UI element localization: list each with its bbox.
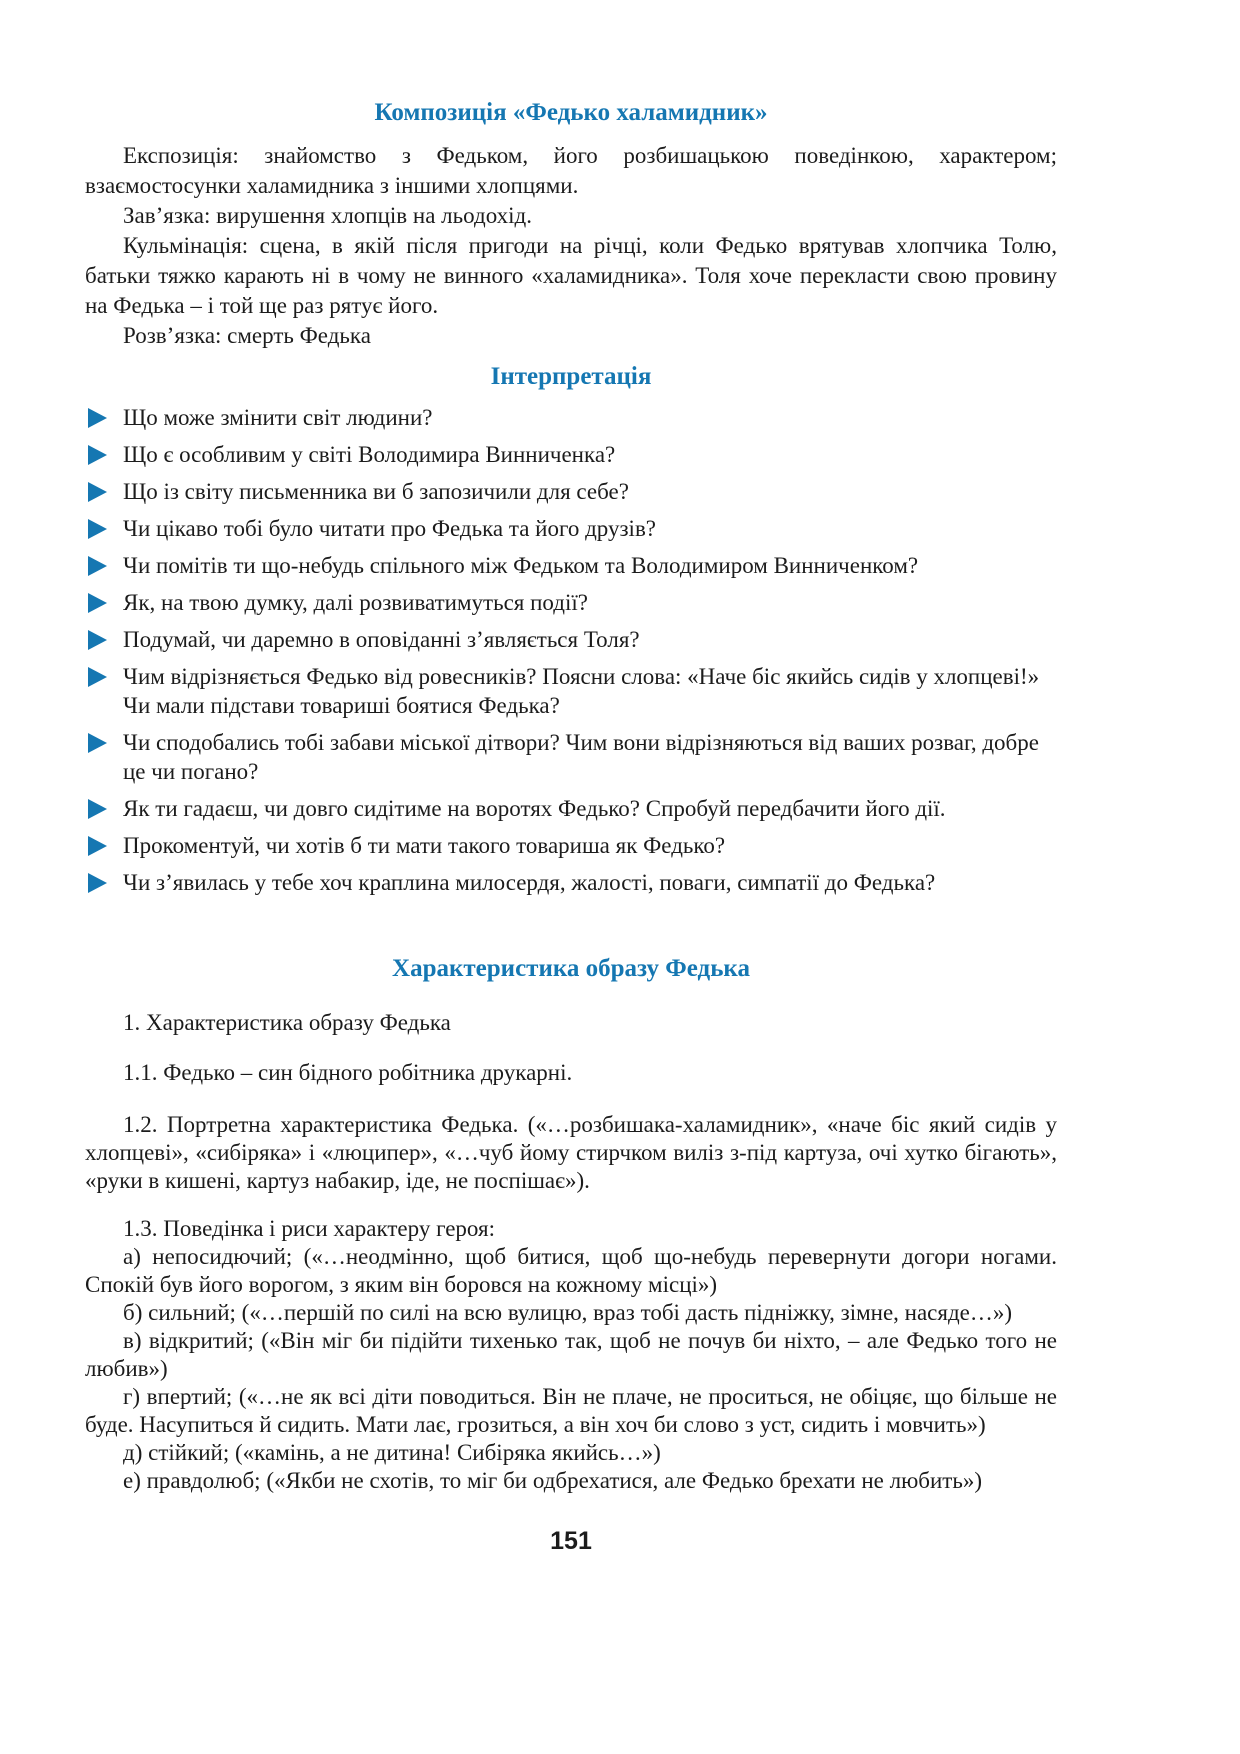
question-text: Прокоментуй, чи хотів б ти мати такого товариша як Федько? [123, 833, 726, 858]
question-item [85, 625, 1057, 654]
question-text: Що є особливим у світі Володимира Винниченка? [123, 442, 616, 467]
triangle-bullet-icon [88, 445, 107, 465]
triangle-bullet-icon [88, 556, 107, 576]
question-text: Як ти гадаєш, чи довго сидітиме на воротях Федько? Спробуй передбачити його дії. [123, 796, 946, 821]
interpretation-question-list [85, 403, 1057, 897]
characterization-item-1-2: 1.2. Портретна характеристика Федька. («…розбишака-халамидник», «наче біс який сидів у хлопцеві», «сибіряка» і «люципер», «…чуб йому стирчком виліз з-під картуза, очі хутко бігають», «руки в кишені, картуз набакир, іде, не поспішає»). [85, 1112, 1057, 1193]
section-heading-characterization: Характеристика образу Федька [392, 955, 750, 982]
triangle-bullet-icon [88, 630, 107, 650]
composition-paragraph-exposition: Експозиція: знайомство з Федьком, його розбишацькою поведінкою, характером; взаємостосунки халамидника з іншими хлопцями. [85, 143, 1057, 198]
question-item [85, 477, 1057, 506]
question-item [85, 588, 1057, 617]
question-text: Як, на твою думку, далі розвиватимуться події? [123, 590, 588, 615]
question-text: Чи цікаво тобі було читати про Федька та його друзів? [123, 516, 657, 541]
question-item [85, 514, 1057, 543]
composition-paragraph-resolution: Розв’язка: смерть Федька [123, 323, 371, 348]
triangle-bullet-icon [88, 408, 107, 428]
triangle-bullet-icon [88, 519, 107, 539]
characterization-trait-g: г) впертий; («…не як всі діти поводиться. Він не плаче, не проситься, не обіцяє, що більше не буде. Насупиться й сидить. Мати лає, грозиться, а він хоч би слово з уст, сидить і мовчить») [85, 1384, 1057, 1437]
composition-paragraph-climax: Кульмінація: сцена, в якій після пригоди на річці, коли Федько врятував хлопчика Толю, батьки тяжко карають ні в чому не винного «халамидника». Толя хоче перекласти свою провину на Федька – і той ще раз рятує його. [85, 233, 1057, 318]
triangle-bullet-icon [88, 799, 107, 819]
triangle-bullet-icon [88, 482, 107, 502]
question-item [85, 831, 1057, 860]
composition-paragraphs [85, 141, 1057, 351]
page-content [85, 0, 1057, 1495]
question-text: Чи сподобались тобі забави міської дітвори? Чим вони відрізняються від ваших розваг, добре це чи погано? [123, 730, 1039, 784]
question-item [85, 440, 1057, 469]
triangle-bullet-icon [88, 836, 107, 856]
characterization-trait-a: а) непосидючий; («…неодмінно, щоб битися, щоб що-небудь перевернути догори ногами. Спокій був його ворогом, з яким він боровся на кожному місці») [85, 1244, 1057, 1297]
triangle-bullet-icon [88, 667, 107, 687]
question-text: Що із світу письменника ви б запозичили для себе? [123, 479, 629, 504]
characterization-trait-v: в) відкритий; («Він міг би підійти тихенько так, щоб не почув би ніхто, – але Федько того не любив») [85, 1328, 1057, 1381]
question-text: Чи з’явилась у тебе хоч краплина милосердя, жалості, поваги, симпатії до Федька? [123, 870, 936, 895]
triangle-bullet-icon [88, 593, 107, 613]
question-item [85, 551, 1057, 580]
question-item [85, 868, 1057, 897]
section-heading-composition: Композиція «Федько халамидник» [374, 99, 768, 126]
question-text: Що може змінити світ людини? [123, 405, 433, 430]
composition-paragraph-inciting: Зав’язка: вирушення хлопців на льодохід. [123, 203, 532, 228]
question-item [85, 794, 1057, 823]
question-item [85, 403, 1057, 432]
page-number: 151 [550, 1527, 592, 1555]
characterization-item-1-3: 1.3. Поведінка і риси характеру героя: [123, 1216, 495, 1241]
question-text: Чи помітів ти що-небудь спільного між Федьком та Володимиром Винниченком? [123, 553, 919, 578]
characterization-trait-e: е) правдолюб; («Якби не схотів, то міг би одбрехатися, але Федько брехати не любить») [123, 1468, 983, 1493]
question-text: Чим відрізняється Федько від ровесників? Поясни слова: «Наче біс якийсь сидів у хлопцеві!» Чи мали підстави товариші боятися Федька? [123, 664, 1040, 718]
question-text: Подумай, чи даремно в оповіданні з’являється Толя? [123, 627, 640, 652]
question-item [85, 662, 1057, 720]
triangle-bullet-icon [88, 733, 107, 753]
section-heading-interpretation: Інтерпретація [490, 363, 652, 390]
characterization-items [85, 1009, 1057, 1495]
characterization-item-1-1: 1.1. Федько – син бідного робітника друкарні. [123, 1060, 573, 1085]
question-item [85, 728, 1057, 786]
characterization-trait-b: б) сильний; («…першій по силі на всю вулицю, враз тобі дасть підніжку, зімне, насяде…») [123, 1300, 1013, 1325]
triangle-bullet-icon [88, 873, 107, 893]
characterization-item-1: 1. Характеристика образу Федька [123, 1010, 451, 1035]
characterization-trait-d: д) стійкий; («камінь, а не дитина! Сибіряка якийсь…») [123, 1440, 661, 1465]
